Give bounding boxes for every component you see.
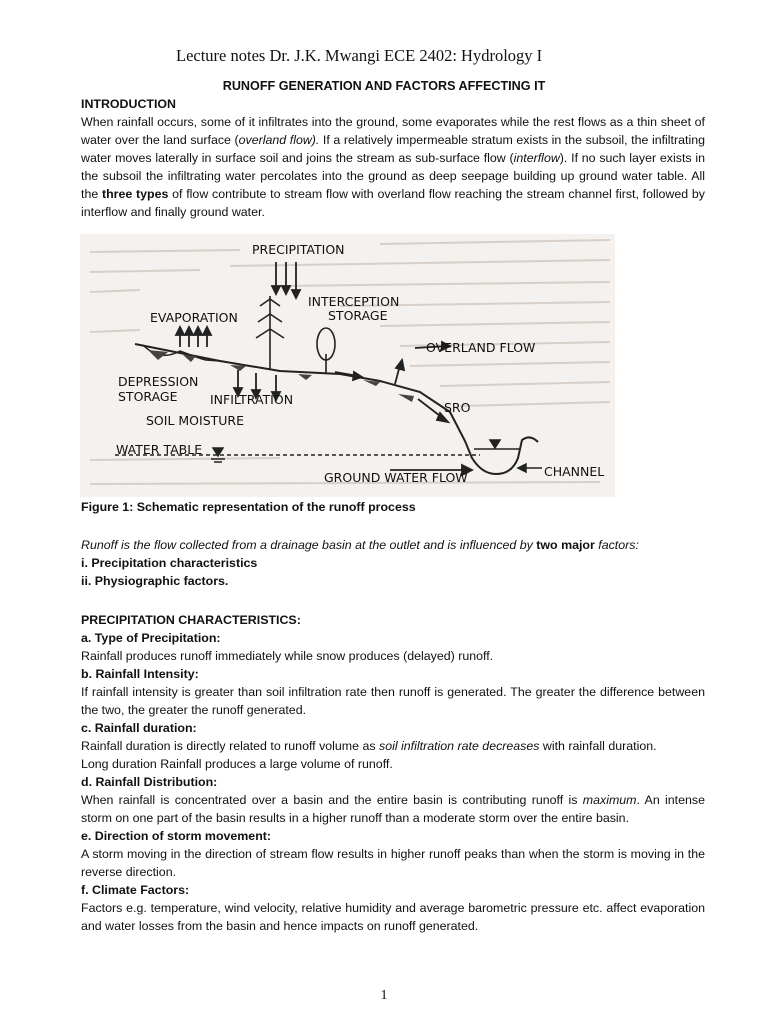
text-intensity: If rainfall intensity is greater than soil infiltration rate then runoff is generated. The greater the difference between the two, the greater the runoff generated.	[81, 685, 705, 717]
subheading-storm-direction: e. Direction of storm movement:	[81, 829, 272, 843]
introduction-paragraph	[81, 113, 705, 221]
stream-water	[474, 440, 520, 449]
factor-item: i. Precipitation characteristics	[81, 556, 258, 570]
intro-overland-term: overland flow).	[238, 133, 320, 147]
intro-text-2: If a relatively impermeable stratum exists in the subsoil, the infiltrating water moves laterally in surface soil and joins the stream as sub-surface flow (	[81, 133, 705, 165]
label-infiltration: INFILTRATION	[210, 392, 294, 407]
precipitation-arrows	[272, 262, 300, 298]
label-interception-storage: STORAGE	[328, 308, 388, 323]
evaporation-arrows	[176, 327, 211, 347]
tree-icon	[256, 296, 284, 369]
subheading-climate: f. Climate Factors:	[81, 883, 190, 897]
subheading-duration: c. Rainfall duration:	[81, 721, 197, 735]
text-distribution	[81, 791, 705, 827]
intro-text-3: ). If no such layer exists in the subsoil the infiltrating water percolates into the ground as deep seepage building up ground water table. All the	[81, 151, 705, 201]
definition-text-1: Runoff is the flow collected from a drainage basin at the outlet and is influenced by	[81, 538, 537, 552]
introduction-heading: INTRODUCTION	[81, 97, 176, 111]
label-precipitation: PRECIPITATION	[252, 242, 345, 257]
intro-interflow-term: interflow	[513, 151, 560, 165]
introduction-section	[81, 95, 705, 221]
text-climate: Factors e.g. temperature, wind velocity, relative humidity and average barometric pressure etc. affect evaporation and water losses from the basin and hence impacts on runoff generated.	[81, 901, 705, 933]
distribution-text-1: When rainfall is concentrated over a basin and the entire basin is contributing runoff is	[81, 793, 583, 807]
subheading-type: a. Type of Precipitation:	[81, 631, 221, 645]
label-interception: INTERCEPTION	[308, 294, 400, 309]
label-overland-flow: OVERLAND FLOW	[426, 340, 536, 355]
runoff-diagram	[80, 234, 615, 497]
running-header: Lecture notes Dr. J.K. Mwangi ECE 2402: Hydrology I	[176, 46, 543, 65]
precipitation-characteristics-section	[81, 611, 705, 935]
runoff-definition	[81, 536, 705, 590]
channel-pointer	[518, 464, 542, 472]
label-depression: DEPRESSION	[118, 374, 199, 389]
intro-three-types: three types	[101, 187, 169, 201]
subheading-intensity: b. Rainfall Intensity:	[81, 667, 199, 681]
shrub-icon	[317, 328, 335, 374]
text-storm-direction: A storm moving in the direction of stream flow results in higher runoff peaks than when the storm is moving in the reverse direction.	[81, 847, 705, 879]
text-duration-2: Long duration Rainfall produces a large volume of runoff.	[81, 757, 393, 771]
label-channel: CHANNEL	[544, 464, 605, 479]
subheading-distribution: d. Rainfall Distribution:	[81, 775, 218, 789]
page-number: 1	[380, 988, 388, 1003]
precipitation-heading: PRECIPITATION CHARACTERISTICS:	[81, 613, 301, 627]
label-sro: SRO	[444, 400, 471, 415]
label-ground-water-flow: GROUND WATER FLOW	[324, 470, 468, 485]
figure-caption: Figure 1: Schematic representation of the runoff process	[81, 500, 416, 514]
text-duration	[81, 737, 705, 755]
duration-text-1: Rainfall duration is directly related to runoff volume as	[81, 739, 379, 753]
factor-item: ii. Physiographic factors.	[81, 574, 229, 588]
definition-bold: two major	[536, 538, 595, 552]
duration-italic: soil infiltration rate decreases	[379, 739, 540, 753]
intro-text-1: When rainfall occurs, some of it infiltrates into the ground, some evaporates while the rest flows as a thin sheet of water over the land surface (	[81, 115, 705, 147]
label-evaporation: EVAPORATION	[150, 310, 238, 325]
definition-text-2: factors:	[594, 538, 639, 552]
definition-line	[81, 536, 705, 554]
text-type: Rainfall produces runoff immediately while snow produces (delayed) runoff.	[81, 649, 494, 663]
label-soil-moisture: SOIL MOISTURE	[146, 413, 245, 428]
distribution-italic: maximum	[582, 793, 637, 807]
distribution-text-2: . An intense storm on one part of the basin results in a higher runoff than a moderate storm over the entire basin.	[81, 793, 705, 825]
document-title: RUNOFF GENERATION AND FACTORS AFFECTING IT	[222, 79, 546, 93]
duration-text-2: with rainfall duration.	[539, 739, 657, 753]
intro-text-4: of flow contribute to stream flow with overland flow reaching the stream channel first, followed by interflow and finally ground water.	[81, 187, 705, 219]
label-depression-storage: STORAGE	[118, 389, 178, 404]
label-water-table: WATER TABLE	[116, 442, 203, 457]
runoff-process-figure	[80, 234, 615, 497]
